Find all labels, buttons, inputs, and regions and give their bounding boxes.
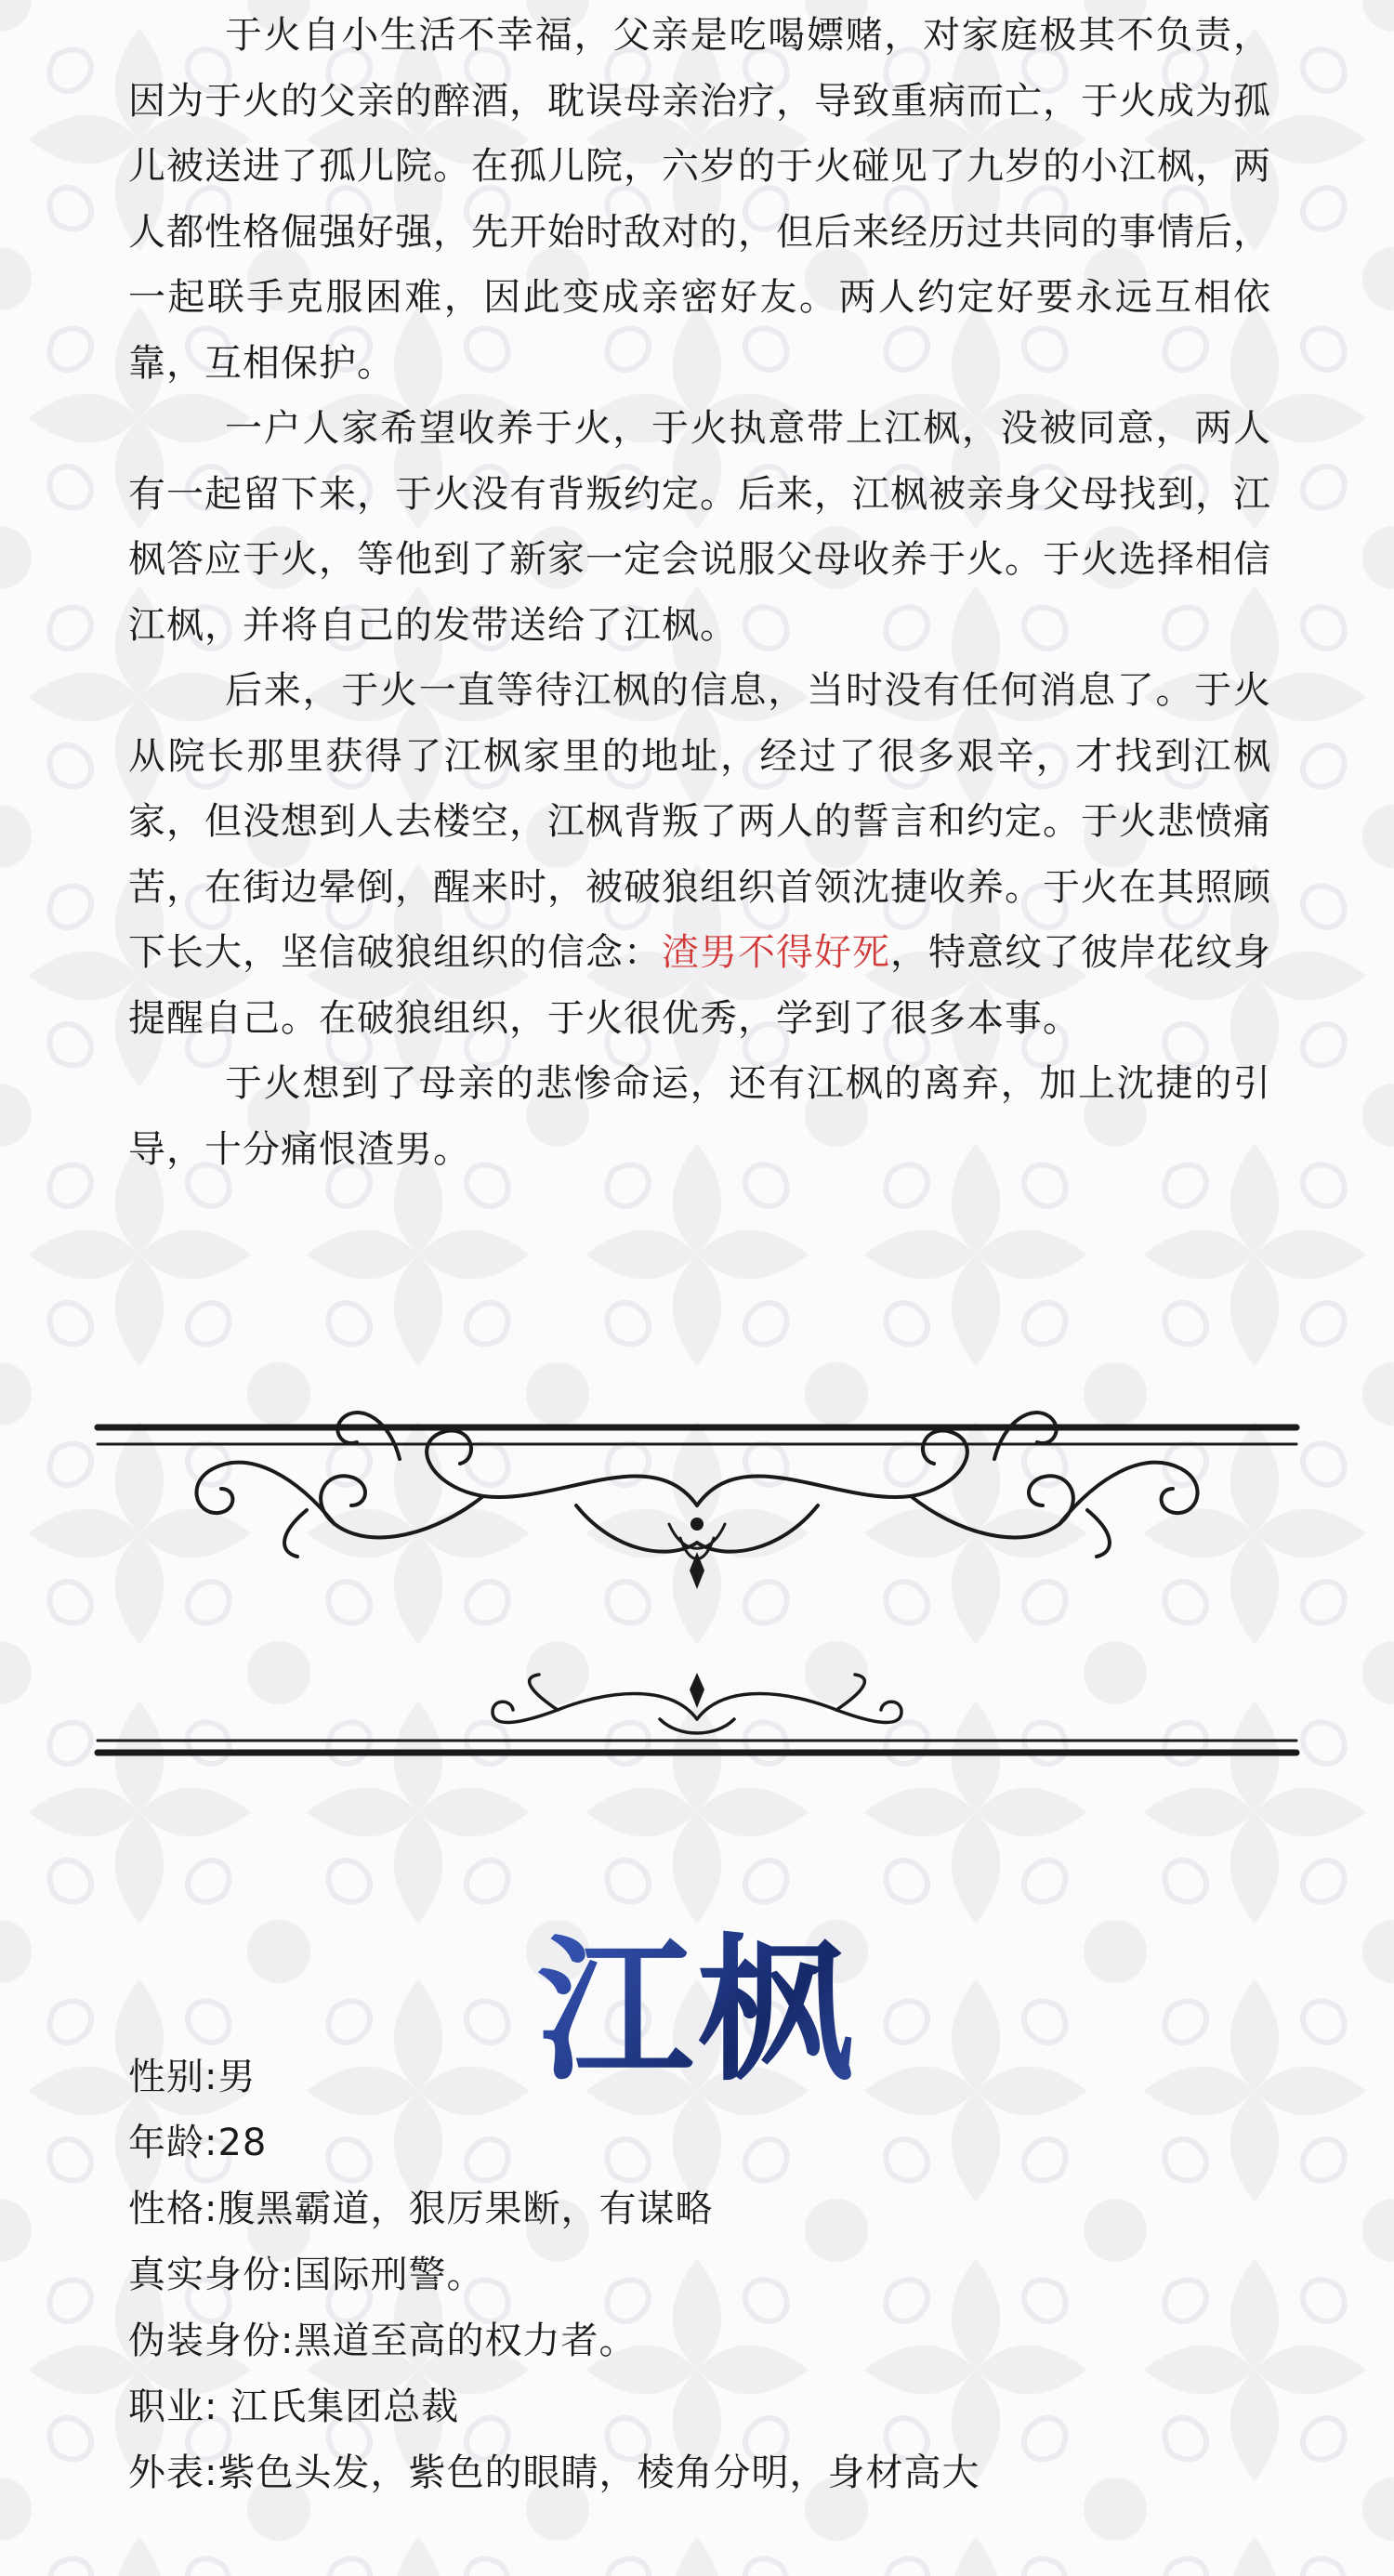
character-profile [128, 2044, 1271, 2506]
ornamental-scroll-divider [0, 1366, 1394, 1608]
profile-appearance: 外表:紫色头发，紫色的眼睛，棱角分明，身材高大 [128, 2451, 980, 2494]
story-paragraph: 于火想到了母亲的悲惨命运，还有江枫的离弃，加上沈捷的引导，十分痛恨渣男。 [128, 1062, 1271, 1171]
story-paragraph: 于火自小生活不幸福，父亲是吃喝嫖赌，对家庭极其不负责，因为于火的父亲的醉酒，耽误母亲治疗，导致重病而亡，于火成为孤儿被送进了孤儿院。在孤儿院，六岁的于火碰见了九岁的小江枫，两人都性格倔强好强，先开始时敌对的，但后来经历过共同的事情后，一起联手克服困难，因此变成亲密好友。两人约定好要永远互相依靠，互相保护。 [128, 14, 1271, 385]
story-paragraph [128, 658, 1271, 1051]
story-section [128, 0, 1271, 1182]
finial-diamond [690, 1673, 704, 1708]
story-text: ，特意纹了彼岸花纹身提醒自己。在破狼组织，于火很优秀，学到了很多本事。 [128, 931, 1271, 1040]
profile-true-identity: 真实身份:国际刑警。 [128, 2254, 485, 2296]
profile-cover-identity: 伪装身份:黑道至高的权力者。 [128, 2320, 638, 2362]
story-paragraph: 一户人家希望收养于火，于火执意带上江枫，没被同意，两人有一起留下来，于火没有背叛约定。后来，江枫被亲身父母找到，江枫答应于火，等他到了新家一定会说服父母收养于火。于火选择相信江枫，并将自己的发带送给了江枫。 [128, 407, 1271, 647]
profile-age: 年龄:28 [128, 2122, 268, 2164]
right-scroll-flourish [697, 1413, 1198, 1557]
profile-gender: 性别:男 [128, 2056, 256, 2098]
small-scroll-divider [0, 1654, 1394, 1766]
left-scroll-flourish [196, 1413, 697, 1557]
profile-personality: 性格:腹黑霸道，狠厉果断，有谋略 [128, 2188, 714, 2230]
character-name-title: 江枫 [0, 1917, 1394, 2103]
profile-occupation: 职业: 江氏集团总裁 [128, 2385, 460, 2428]
story-text: 后来，于火一直等待江枫的信息，当时没有任何消息了。于火从院长那里获得了江枫家里的地址，经过了很多艰辛，才找到江枫家，但没想到人去楼空，江枫背叛了两人的誓言和约定。于火悲愤痛苦，在街边晕倒，醒来时，被破狼组织首领沈捷收养。于火在其照顾下长大，坚信破狼组织的信念： [128, 669, 1271, 974]
finial-dot [690, 1518, 704, 1531]
highlighted-phrase: 渣男不得好死 [662, 931, 890, 974]
